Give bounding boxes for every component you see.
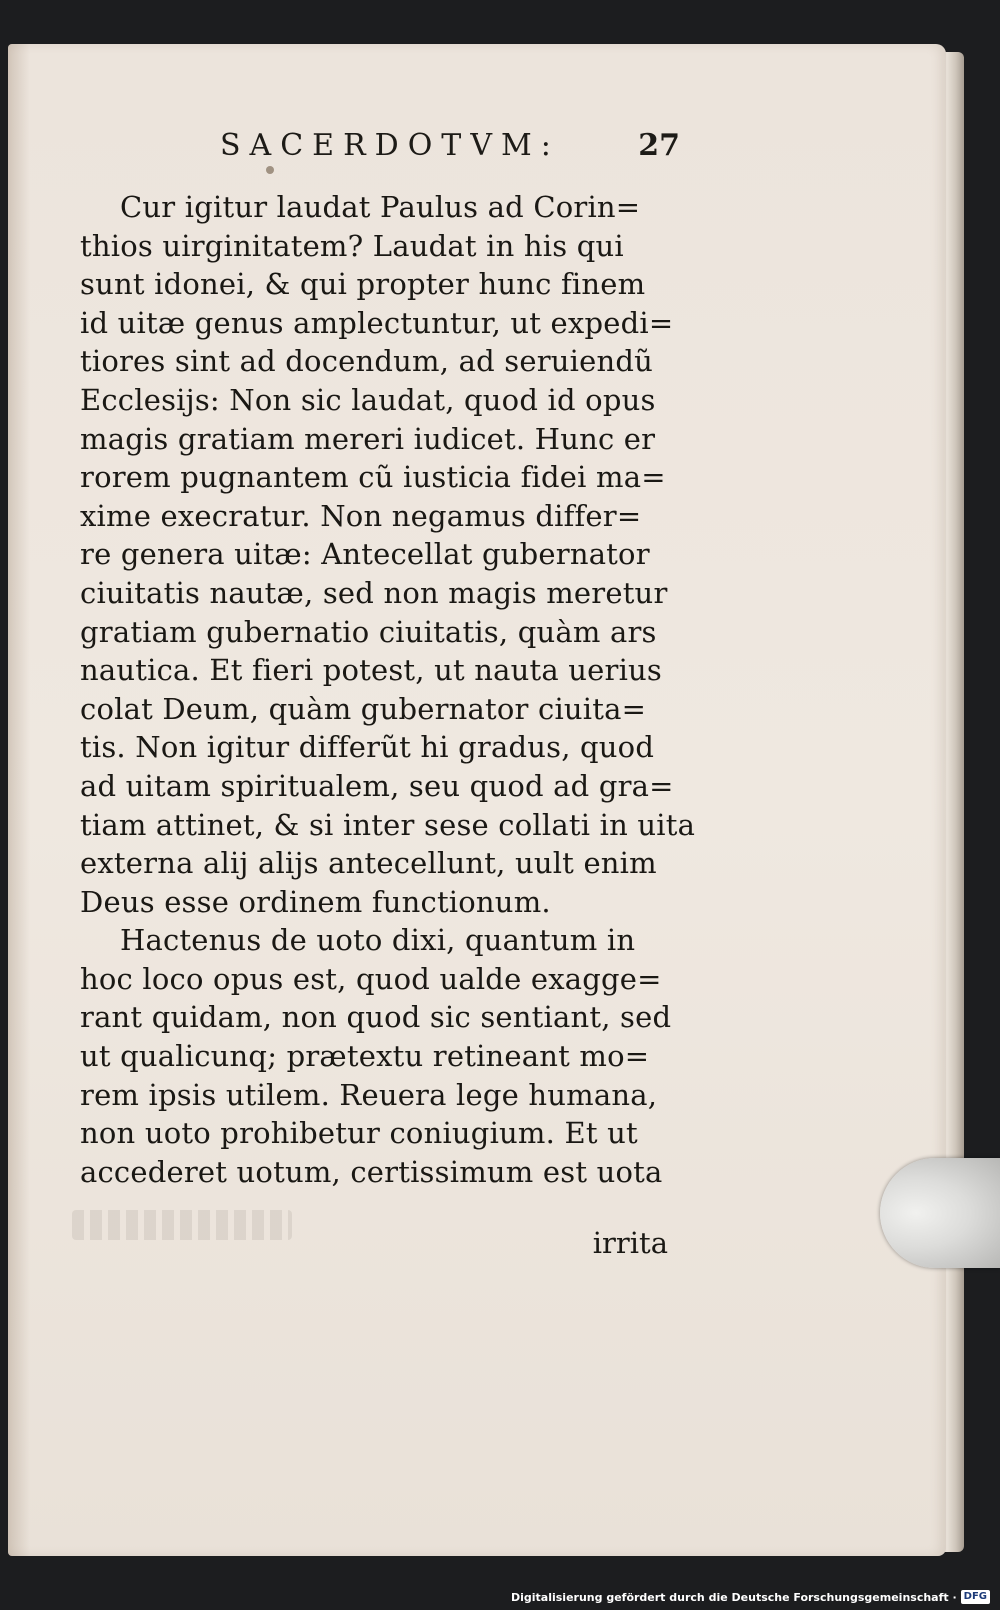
body-text (80, 188, 696, 1191)
text-line: hoc loco opus est, quod ualde exagge= (80, 961, 662, 996)
gutter-shadow (8, 44, 30, 1556)
text-line: Ecclesijs: Non sic laudat, quod id opus (80, 382, 656, 417)
text-line: rem ipsis utilem. Reuera lege humana, (80, 1077, 658, 1112)
text-line: gratiam gubernatio ciuitatis, quàm ars (80, 614, 657, 649)
page-marker-tab (880, 1158, 1000, 1268)
text-line: xime execratur. Non negamus differ= (80, 498, 642, 533)
footer-credit-text: Digitalisierung gefördert durch die Deutsche Forschungsgemeinschaft · (510, 1590, 957, 1604)
text-line: rorem pugnantem cũ iusticia fidei ma= (80, 460, 666, 495)
text-line: ut qualicunq; prætextu retineant mo= (80, 1039, 650, 1074)
text-line: sunt idonei, & qui propter hunc finem (80, 267, 646, 302)
text-line: externa alij alijs antecellunt, uult enim (80, 846, 657, 881)
text-line: rant quidam, non quod sic sentiant, sed (80, 1000, 672, 1035)
page-header (210, 128, 680, 172)
text-line: ciuitatis nautæ, sed non magis meretur (80, 575, 668, 610)
text-line: tis. Non igitur differũt hi gradus, quod (80, 730, 655, 765)
text-line: id uitæ genus amplectuntur, ut expedi= (80, 305, 674, 340)
text-line: Cur igitur laudat Paulus ad Corin= (120, 190, 641, 224)
text-line: re genera uitæ: Antecellat gubernator (80, 537, 650, 572)
catchword: irrita (592, 1226, 668, 1260)
text-line: ad uitam spiritualem, seu quod ad gra= (80, 768, 674, 803)
text-line: Hactenus de uoto dixi, quantum in (120, 923, 636, 958)
text-line: tiores sint ad docendum, ad seruiendũ (80, 344, 653, 379)
page-number: 27 (638, 128, 680, 163)
text-line: colat Deum, quàm gubernator ciuita= (80, 691, 647, 726)
show-through-text (72, 1210, 292, 1240)
text-line: magis gratiam mereri iudicet. Hunc er (80, 421, 656, 456)
text-line: tiam attinet, & si inter sese collati in uita (80, 807, 696, 842)
running-head: SACERDOTVM: (220, 128, 560, 163)
text-line: Deus esse ordinem functionum. (80, 884, 551, 919)
text-line: thios uirginitatem? Laudat in his qui (80, 228, 624, 263)
text-line: accederet uotum, certissimum est uota (80, 1154, 663, 1189)
text-line: non uoto prohibetur coniugium. Et ut (80, 1116, 638, 1151)
dfg-logo-icon: DFG (961, 1590, 990, 1604)
text-line: nautica. Et fieri potest, ut nauta uerius (80, 653, 663, 688)
footer-credit (505, 1588, 990, 1606)
